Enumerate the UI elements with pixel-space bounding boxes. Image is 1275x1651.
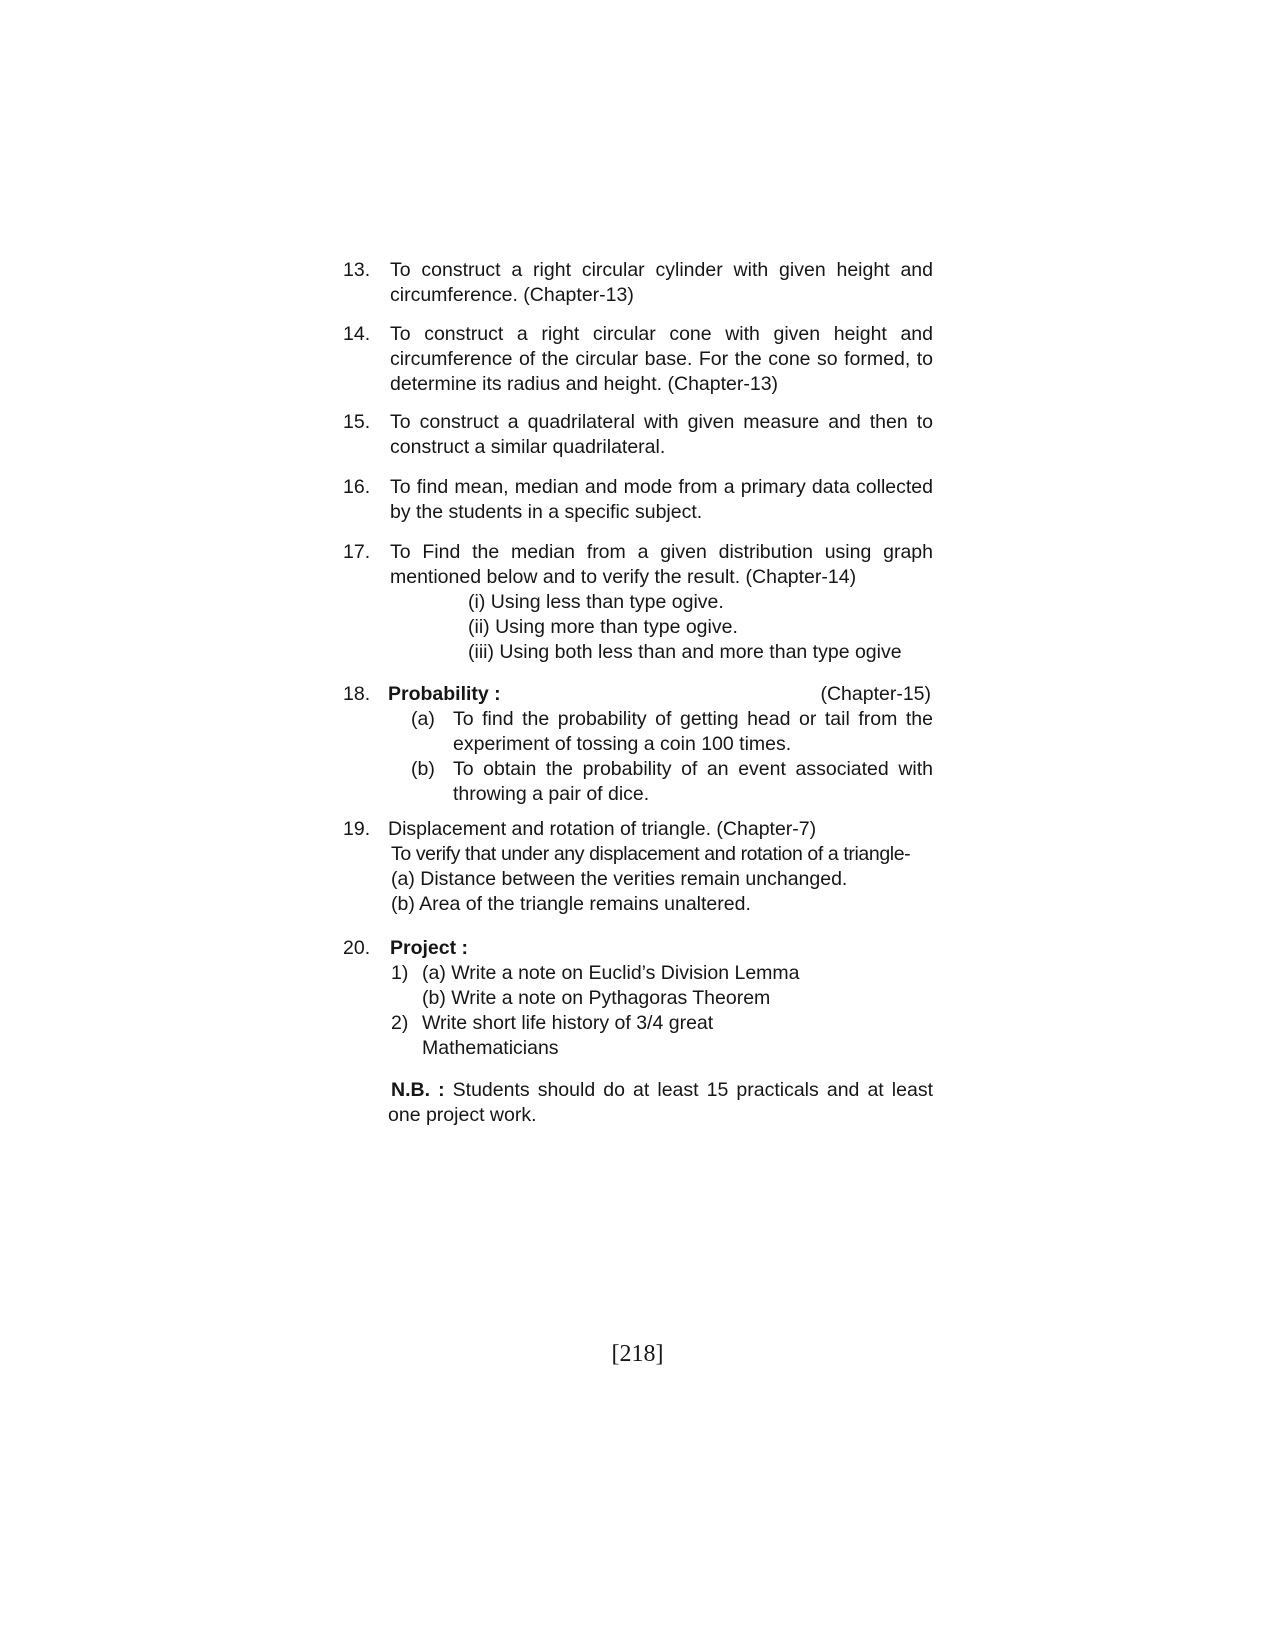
item-text-line: construct a similar quadrilateral. (390, 436, 666, 458)
sub-item: (a) Distance between the verities remain unchanged. (391, 868, 848, 890)
section-heading: Project : (390, 937, 469, 959)
item-text-line: throwing a pair of dice. (453, 783, 650, 805)
item-number: 19. (343, 818, 371, 840)
item-text-line: To find the probability of getting head or tail from the (453, 708, 933, 730)
item-number: 17. (343, 541, 371, 563)
item-text-line: To construct a quadrilateral with given measure and then to (390, 411, 933, 433)
list-item (343, 540, 933, 665)
note-label: N.B. : (391, 1079, 445, 1101)
note-line (391, 1078, 933, 1103)
item-text-line: To Find the median from a given distribution using graph (390, 541, 933, 563)
list-item-project (343, 936, 933, 1061)
item-text-line: Mathematicians (422, 1037, 559, 1059)
item-text-line: To verify that under any displacement and rotation of a triangle- (391, 843, 911, 865)
page-number: [218] (611, 1341, 664, 1367)
item-text-line: by the students in a specific subject. (390, 501, 703, 523)
list-item-probability (343, 682, 933, 807)
sub-item-label: 2) (391, 1012, 409, 1034)
item-text-line: mentioned below and to verify the result. (Chapter-14) (390, 566, 857, 588)
chapter-reference: (Chapter-15) (820, 683, 931, 705)
list-item (343, 258, 933, 308)
sub-item: (i) Using less than type ogive. (468, 591, 724, 613)
sub-item-label: 1) (391, 962, 409, 984)
item-text-line: circumference of the circular base. For the cone so formed, to (390, 348, 933, 370)
sub-item-label: (b) (411, 758, 435, 780)
note-line: one project work. (388, 1104, 537, 1126)
item-text-line: (a) Write a note on Euclid’s Division Lemma (422, 962, 800, 984)
item-number: 15. (343, 411, 371, 433)
item-number: 14. (343, 323, 371, 345)
note-paragraph (343, 1078, 933, 1128)
sub-item: (ii) Using more than type ogive. (468, 616, 738, 638)
list-item-displacement (343, 817, 933, 917)
list-item (343, 410, 933, 460)
item-number: 13. (343, 259, 371, 281)
item-text-line: Write short life history of 3/4 great (422, 1012, 714, 1034)
item-text-line: determine its radius and height. (Chapter-13) (390, 373, 779, 395)
item-text-line: To construct a right circular cone with given height and (390, 323, 933, 345)
sub-item (391, 961, 933, 1011)
item-number: 16. (343, 476, 371, 498)
item-text-line: To find mean, median and mode from a primary data collected (390, 476, 933, 498)
item-text-line: Displacement and rotation of triangle. (Chapter-7) (388, 818, 817, 840)
sub-item-label: (a) (411, 708, 435, 730)
section-heading: Probability : (388, 683, 501, 705)
item-text-line: circumference. (Chapter-13) (390, 284, 634, 306)
item-text-line: To obtain the probability of an event associated with (453, 758, 933, 780)
item-number: 20. (343, 937, 371, 959)
list-item (343, 322, 933, 397)
item-text-line: experiment of tossing a coin 100 times. (453, 733, 792, 755)
sub-item (391, 1011, 933, 1061)
note-text: Students should do at least 15 practicals and at least (444, 1079, 933, 1101)
item-number: 18. (343, 683, 371, 705)
sub-item (413, 707, 933, 757)
list-item (343, 475, 933, 525)
sub-item: (b) Area of the triangle remains unaltered. (391, 893, 751, 915)
sub-item (413, 757, 933, 807)
item-text-line: To construct a right circular cylinder with given height and (390, 259, 933, 281)
item-text-line: (b) Write a note on Pythagoras Theorem (422, 987, 771, 1009)
sub-item: (iii) Using both less than and more than type ogive (468, 641, 902, 663)
